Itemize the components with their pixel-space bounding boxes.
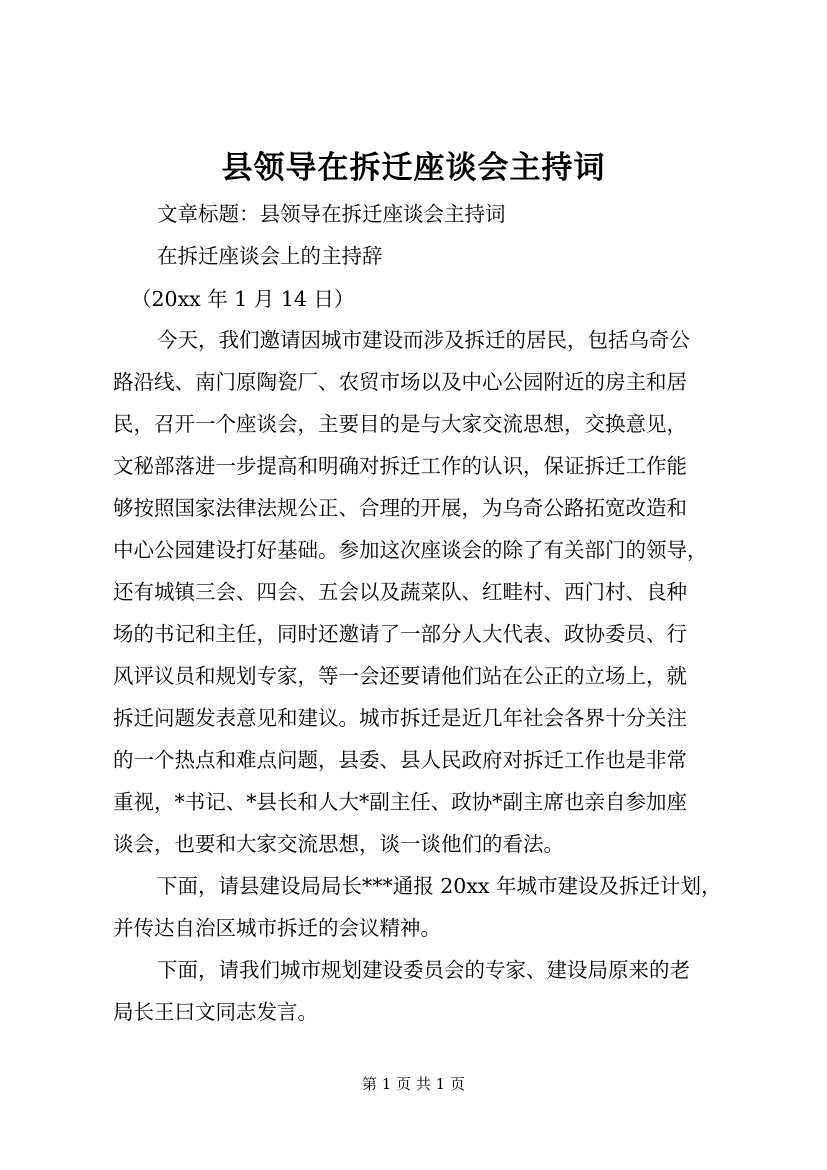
paragraph2-line: 下面，请县建设局局长***通报 20xx 年城市建设及拆迁计划， [157, 874, 722, 898]
paragraph1-line: 重视，*书记、*县长和人大*副主任、政协*副主席也亲自参加座 [113, 790, 687, 814]
paragraph2-line: 并传达自治区城市拆迁的会议精神。 [113, 916, 441, 940]
paragraph1-line: 够按照国家法律法规公正、合理的开展，为乌奇公路拓宽改造和 [113, 496, 687, 520]
paragraph1-line: 路沿线、南门原陶瓷厂、农贸市场以及中心公园附近的房主和居 [113, 370, 687, 394]
paragraph3-line: 局长王曰文同志发言。 [113, 1000, 318, 1024]
paragraph1-line: 今天，我们邀请因城市建设而涉及拆迁的居民，包括乌奇公 [157, 328, 690, 352]
paragraph1-line: 谈会，也要和大家交流思想，谈一谈他们的看法。 [113, 832, 564, 856]
paragraph1-line: 文秘部落进一步提高和明确对拆迁工作的认识，保证拆迁工作能 [113, 454, 687, 478]
paragraph3-line: 下面，请我们城市规划建设委员会的专家、建设局原来的老 [157, 958, 690, 982]
paragraph1-line: 风评议员和规划专家，等一会还要请他们站在公正的立场上，就 [113, 664, 687, 688]
subtitle-line: 在拆迁座谈会上的主持辞 [157, 244, 383, 268]
paragraph1-line: 的一个热点和难点问题，县委、县人民政府对拆迁工作也是非常 [113, 748, 687, 772]
paragraph1-line: 中心公园建设打好基础。参加这次座谈会的除了有关部门的领导， [113, 538, 708, 562]
paragraph1-line: 民，召开一个座谈会，主要目的是与大家交流思想，交换意见， [113, 412, 687, 436]
paragraph1-line: 拆迁问题发表意见和建议。城市拆迁是近几年社会各界十分关注 [113, 706, 687, 730]
document-title: 县领导在拆迁座谈会主持词 [221, 150, 606, 186]
paragraph1-line: 场的书记和主任，同时还邀请了一部分人大代表、政协委员、行 [113, 622, 687, 646]
paragraph1-line: 还有城镇三会、四会、五会以及蔬菜队、红畦村、西门村、良种 [113, 580, 687, 604]
date-line: （20xx 年 1 月 14 日） [131, 287, 355, 311]
page-footer: 第 1 页 共 1 页 [362, 1075, 465, 1093]
meta-title-line: 文章标题：县领导在拆迁座谈会主持词 [157, 202, 506, 226]
